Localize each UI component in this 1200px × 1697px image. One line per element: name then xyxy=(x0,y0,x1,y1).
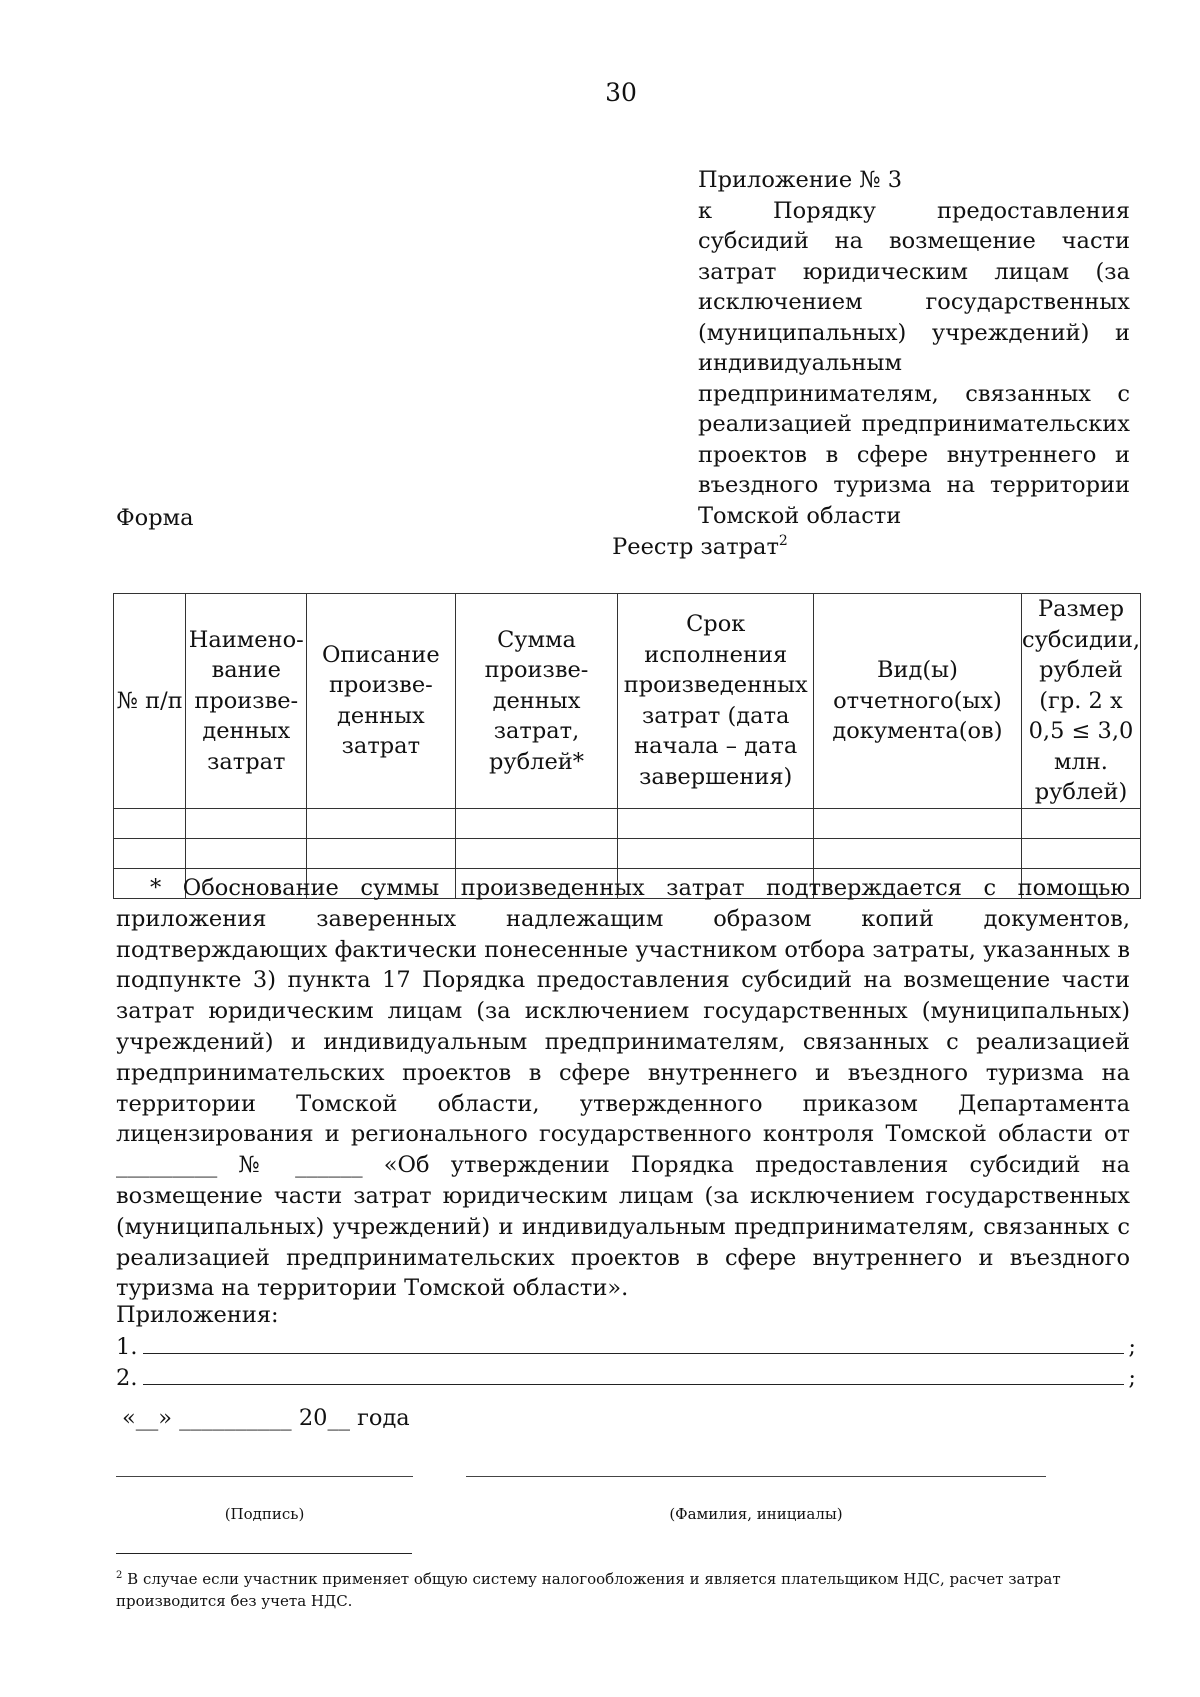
attachment-number: 1. xyxy=(116,1333,138,1360)
table-cell xyxy=(186,808,307,838)
table-row xyxy=(114,808,1141,838)
footnote-text: В случае если участник применяет общую систему налогообложения и является плательщиком НДС, расчет затрат производится без учета НДС. xyxy=(116,1570,1061,1610)
table-cell xyxy=(114,838,186,868)
table-cell xyxy=(186,838,307,868)
table-cell xyxy=(1021,808,1140,838)
attachment-line[interactable] xyxy=(116,1362,1136,1394)
footnote-number: 2 xyxy=(116,1570,123,1581)
attachments-section xyxy=(116,1300,1136,1394)
table-cell xyxy=(455,838,618,868)
footnote-divider xyxy=(116,1553,412,1554)
footnote-mark: 2 xyxy=(778,533,788,549)
attachment-blank[interactable] xyxy=(143,1362,1124,1385)
table-cell xyxy=(307,838,455,868)
date-line: «__» __________ 20__ года xyxy=(122,1405,410,1431)
table-cell xyxy=(455,808,618,838)
column-header: Описание произве-денных затрат xyxy=(307,594,455,809)
registry-title-text: Реестр затрат xyxy=(612,534,779,560)
registry-table xyxy=(113,593,1141,899)
attachment-end: ; xyxy=(1128,1333,1136,1360)
appendix-title: Приложение № 3 xyxy=(698,167,903,193)
page-number: 30 xyxy=(605,78,637,107)
signature-line[interactable] xyxy=(116,1476,413,1477)
column-header: № п/п xyxy=(114,594,186,809)
table-row xyxy=(114,838,1141,868)
attachment-number: 2. xyxy=(116,1365,138,1391)
cost-justification-note: * Обоснование суммы произведенных затрат подтверждается с помощью приложения заверенных надлежащим образом копий документов, подтверждающих фактически понесенные участником отбора затраты, указанных в подпункте 3) пункта 17 Порядка предоставления субсидий на возмещение части затрат юридическим лицам (за исключением государственных (муниципальных) учреждений) и индивидуальным предпринимателям, связанных с реализацией предпринимательских проектов в сфере внутреннего и въездного туризма на территории Томской области, утвержденного приказом Департамента лицензирования и регионального государственного контроля Томской области от _________ № ______ «Об утверждении Порядка предоставления субсидий на возмещение части затрат юридическим лицам (за исключением государственных (муниципальных) учреждений) и индивидуальным предпринимателям, связанных с реализацией предпринимательских проектов в сфере внутреннего и въездного туризма на территории Томской области». xyxy=(116,875,1130,1302)
table-cell xyxy=(813,808,1021,838)
attachment-blank[interactable] xyxy=(143,1331,1124,1354)
column-header: Срок исполнения произведенных затрат (дата начала – дата завершения) xyxy=(618,594,813,809)
name-caption: (Фамилия, инициалы) xyxy=(669,1505,843,1523)
registry-title xyxy=(0,533,1200,560)
form-label: Форма xyxy=(116,505,194,531)
table-cell xyxy=(618,808,813,838)
table-cell xyxy=(114,808,186,838)
table-cell xyxy=(1021,838,1140,868)
table-cell xyxy=(307,808,455,838)
column-header: Вид(ы) отчетного(ых) документа(ов) xyxy=(813,594,1021,809)
attachment-line[interactable] xyxy=(116,1331,1136,1363)
table-cell xyxy=(813,838,1021,868)
footnote xyxy=(116,1565,1136,1612)
column-header: Наимено-вание произве-денных затрат xyxy=(186,594,307,809)
column-header: Размер субсидии, рублей (гр. 2 x 0,5 ≤ 3,0 млн. рублей) xyxy=(1021,594,1140,809)
column-header: Сумма произве-денных затрат, рублей* xyxy=(455,594,618,809)
table-cell xyxy=(618,838,813,868)
attachment-end: ; xyxy=(1128,1365,1136,1391)
appendix-header xyxy=(698,165,1130,531)
appendix-body: к Порядку предоставления субсидий на возмещение части затрат юридическим лицам (за исключением государственных (муниципальных) учреждений) и индивидуальным предпринимателям, связанных с реализацией предпринимательских проектов в сфере внутреннего и въездного туризма на территории Томской области xyxy=(698,197,1130,529)
table-header-row xyxy=(114,594,1141,809)
signature-caption: (Подпись) xyxy=(224,1505,305,1523)
attachments-heading: Приложения: xyxy=(116,1302,279,1328)
name-line[interactable] xyxy=(466,1476,1046,1477)
